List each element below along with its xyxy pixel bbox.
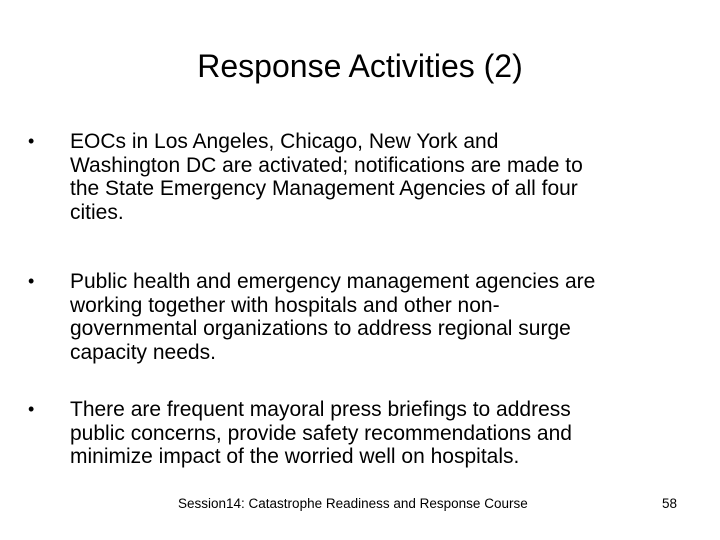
slide-title: Response Activities (2) [197, 48, 523, 84]
bullet-text-line: Washington DC are activated; notifications are made to [70, 153, 583, 177]
bullet-text-line: There are frequent mayoral press briefings to address [70, 398, 571, 421]
bullet-text-line: Public health and emergency management agencies are [70, 270, 596, 293]
bullet-text-line: cities. [70, 200, 124, 224]
bullet-item [28, 270, 688, 364]
bullet-item [28, 130, 688, 224]
bullet-text-line: public concerns, provide safety recommendations and [70, 421, 572, 445]
bullet-marker: • [28, 271, 35, 291]
bullet-item [28, 398, 688, 469]
page-number: 58 [662, 496, 678, 511]
bullet-marker: • [28, 399, 35, 419]
bullet-text-line: minimize impact of the worried well on hospitals. [70, 445, 520, 468]
bullet-text-line: EOCs in Los Angeles, Chicago, New York and [70, 130, 499, 153]
bullet-marker: • [28, 131, 35, 151]
bullet-text-line: the State Emergency Management Agencies of all four [70, 177, 578, 200]
bullet-text-line: capacity needs. [70, 340, 216, 364]
bullet-text-line: working together with hospitals and other non- [70, 293, 500, 317]
slide-footer: Session14: Catastrophe Readiness and Response Course [178, 496, 528, 511]
bullet-text-line: governmental organizations to address regional surge [70, 317, 571, 340]
